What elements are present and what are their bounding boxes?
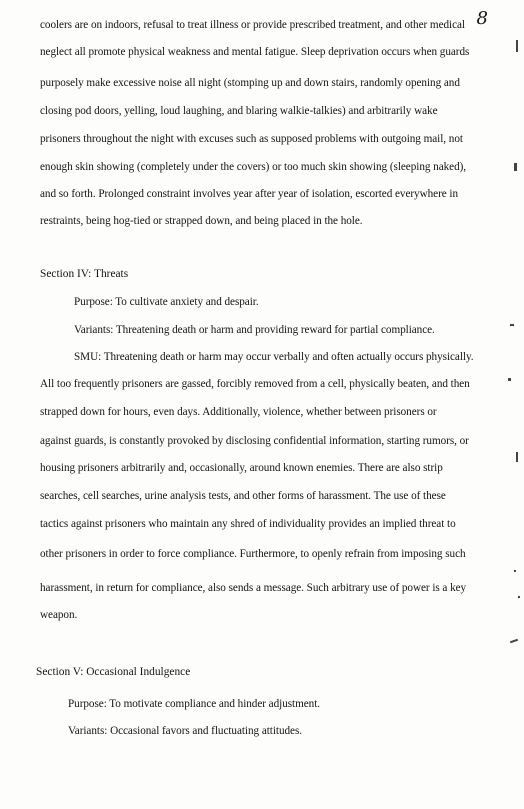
- scan-mark: [510, 324, 514, 326]
- scan-mark: [516, 40, 518, 52]
- variants-line: Variants: Threatening death or harm and providing reward for partial compliance.: [74, 324, 435, 336]
- paragraph-line: purposely make excessive noise all night (stomping up and down stairs, randomly opening and: [40, 77, 460, 89]
- paragraph-line: strapped down for hours, even days. Additionally, violence, whether between prisoners or: [40, 406, 437, 418]
- scan-mark: [514, 163, 517, 171]
- paragraph-line: neglect all promote physical weakness and mental fatigue. Sleep deprivation occurs when guards: [40, 46, 470, 58]
- scan-mark: [516, 452, 518, 462]
- paragraph-line: other prisoners in order to force compliance. Furthermore, to openly refrain from imposing such: [40, 548, 466, 560]
- paragraph-line: tactics against prisoners who maintain any shred of individuality provides an implied threat to: [40, 518, 456, 530]
- paragraph-line: harassment, in return for compliance, also sends a message. Such arbitrary use of power is a key: [40, 582, 467, 594]
- section-heading: Section IV: Threats: [40, 268, 129, 280]
- purpose-line: Purpose: To cultivate anxiety and despair.: [74, 296, 259, 308]
- paragraph-line: SMU: Threatening death or harm may occur verbally and often actually occurs physically.: [74, 351, 474, 363]
- paragraph-line: enough skin showing (completely under the covers) or too much skin showing (sleeping naked),: [40, 161, 467, 173]
- paragraph-line: searches, cell searches, urine analysis tests, and other forms of harassment. The use of these: [40, 490, 446, 502]
- paragraph-line: and so forth. Prolonged constraint involves year after year of isolation, escorted everywhere in: [40, 188, 459, 200]
- paragraph-line: coolers are on indoors, refusal to treat illness or provide prescribed treatment, and other medical: [40, 19, 465, 31]
- paragraph-line: All too frequently prisoners are gassed, forcibly removed from a cell, physically beaten, and then: [40, 378, 470, 390]
- scan-mark: [510, 639, 518, 644]
- scan-mark: [518, 596, 520, 598]
- page-number: 8: [476, 8, 488, 29]
- scan-mark: [508, 378, 511, 381]
- paragraph-line: against guards, is constantly provoked by disclosing confidential information, starting rumors, or: [40, 435, 469, 447]
- purpose-line: Purpose: To motivate compliance and hinder adjustment.: [68, 698, 321, 710]
- variants-line: Variants: Occasional favors and fluctuating attitudes.: [68, 725, 303, 737]
- paragraph-line: restraints, being hog-tied or strapped down, and being placed in the hole.: [40, 215, 363, 227]
- paragraph-line: prisoners throughout the night with excuses such as supposed problems with outgoing mail, not: [40, 133, 463, 145]
- paragraph-line: closing pod doors, yelling, loud laughing, and blaring walkie-talkies) and arbitrarily wake: [40, 105, 438, 117]
- section-heading: Section V: Occasional Indulgence: [36, 666, 191, 678]
- paragraph-line: weapon.: [40, 609, 78, 621]
- scan-mark: [514, 570, 516, 572]
- paragraph-line: housing prisoners arbitrarily and, occasionally, around known enemies. There are also strip: [40, 462, 443, 474]
